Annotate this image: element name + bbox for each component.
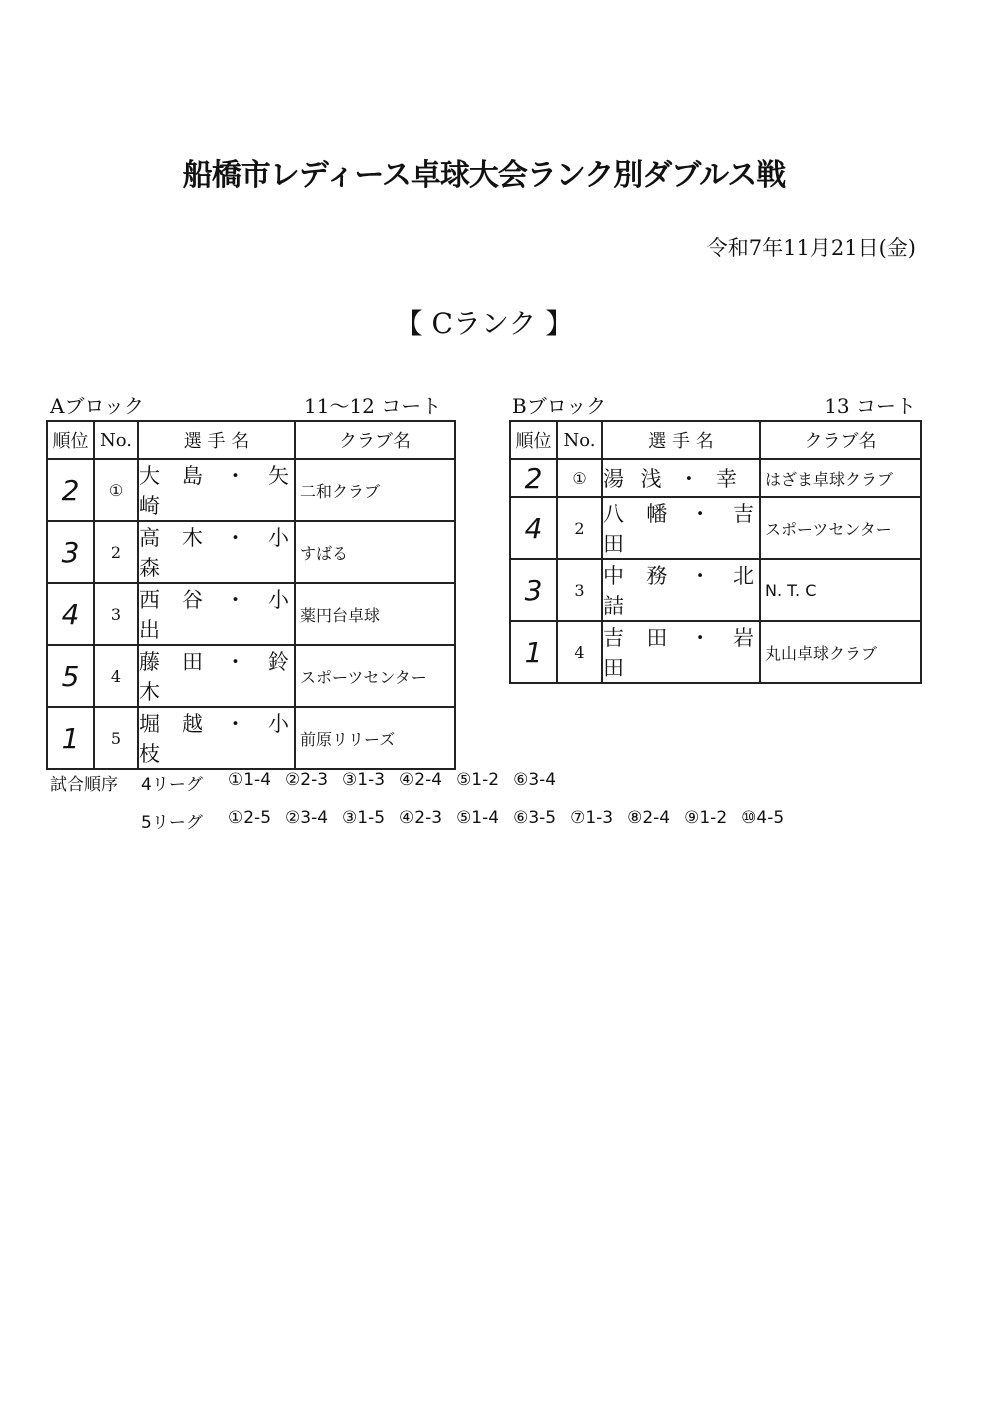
name-cell: 中 務 ・ 北 詰 bbox=[602, 559, 760, 621]
club-cell: 丸山卓球クラブ bbox=[760, 621, 921, 683]
rank-cell: 4 bbox=[510, 497, 557, 559]
rank-heading: 【 Cランク 】 bbox=[394, 307, 574, 340]
block-a-label: Aブロック bbox=[50, 394, 145, 418]
club-cell: スポーツセンター bbox=[295, 645, 455, 707]
table-row bbox=[510, 497, 921, 559]
block-a-court: 11～12 コート bbox=[304, 394, 442, 418]
match-item: ⑧2-4 bbox=[627, 808, 671, 828]
document-title: 船橋市レディース卓球大会ランク別ダブルス戦 bbox=[182, 158, 786, 193]
name-cell: 吉 田 ・ 岩 田 bbox=[602, 621, 760, 683]
table-row bbox=[47, 521, 455, 583]
no-cell: 3 bbox=[557, 559, 602, 621]
block-b-label: Bブロック bbox=[512, 394, 607, 418]
column-header: クラブ名 bbox=[295, 421, 455, 459]
match-item: ③1-5 bbox=[342, 808, 386, 828]
no-cell: 4 bbox=[94, 645, 138, 707]
league5-label: 5リーグ bbox=[141, 813, 203, 833]
match-item: ⑤1-2 bbox=[456, 770, 500, 790]
header-row bbox=[47, 421, 455, 459]
name-cell: 湯 浅 ・ 幸 bbox=[602, 459, 760, 497]
table-row bbox=[47, 707, 455, 769]
name-cell: 高 木 ・ 小 森 bbox=[138, 521, 295, 583]
table-row bbox=[47, 645, 455, 707]
club-cell: 二和クラブ bbox=[295, 459, 455, 521]
no-cell: 4 bbox=[557, 621, 602, 683]
no-cell: 3 bbox=[94, 583, 138, 645]
rank-cell: 3 bbox=[510, 559, 557, 621]
table-row bbox=[510, 621, 921, 683]
rank-cell: 2 bbox=[510, 459, 557, 497]
rank-cell: 2 bbox=[47, 459, 94, 521]
match-item: ⑤1-4 bbox=[456, 808, 500, 828]
table-row bbox=[510, 459, 921, 497]
event-date: 令和7年11月21日(金) bbox=[706, 236, 916, 260]
match-item: ⑩4-5 bbox=[741, 808, 785, 828]
column-header: No. bbox=[557, 421, 602, 459]
column-header: 順位 bbox=[510, 421, 557, 459]
club-cell: すばる bbox=[295, 521, 455, 583]
no-cell: 2 bbox=[94, 521, 138, 583]
league4-matches bbox=[228, 770, 570, 790]
league5-matches bbox=[228, 808, 798, 828]
match-item: ⑥3-4 bbox=[513, 770, 557, 790]
club-cell: 薬円台卓球 bbox=[295, 583, 455, 645]
rank-cell: 3 bbox=[47, 521, 94, 583]
match-item: ③1-3 bbox=[342, 770, 386, 790]
match-item: ①2-5 bbox=[228, 808, 272, 828]
table-row bbox=[510, 559, 921, 621]
no-cell: ① bbox=[94, 459, 138, 521]
match-item: ①1-4 bbox=[228, 770, 272, 790]
match-order-label: 試合順序 bbox=[50, 775, 118, 795]
rank-cell: 1 bbox=[510, 621, 557, 683]
name-cell: 八 幡 ・ 吉 田 bbox=[602, 497, 760, 559]
column-header: 選 手 名 bbox=[602, 421, 760, 459]
rank-cell: 4 bbox=[47, 583, 94, 645]
block-b-court: 13 コート bbox=[824, 394, 916, 418]
match-item: ②3-4 bbox=[285, 808, 329, 828]
club-cell: はざま卓球クラブ bbox=[760, 459, 921, 497]
name-cell: 西 谷 ・ 小 出 bbox=[138, 583, 295, 645]
no-cell: ① bbox=[557, 459, 602, 497]
match-item: ⑨1-2 bbox=[684, 808, 728, 828]
block-a-table bbox=[46, 420, 456, 770]
name-cell: 藤 田 ・ 鈴 木 bbox=[138, 645, 295, 707]
match-item: ②2-3 bbox=[285, 770, 329, 790]
block-b-table bbox=[509, 420, 922, 684]
rank-cell: 1 bbox=[47, 707, 94, 769]
name-cell: 堀 越 ・ 小 枝 bbox=[138, 707, 295, 769]
club-cell: N. T. C bbox=[760, 559, 921, 621]
no-cell: 2 bbox=[557, 497, 602, 559]
no-cell: 5 bbox=[94, 707, 138, 769]
match-item: ⑦1-3 bbox=[570, 808, 614, 828]
rank-cell: 5 bbox=[47, 645, 94, 707]
league4-label: 4リーグ bbox=[141, 775, 203, 795]
match-item: ④2-3 bbox=[399, 808, 443, 828]
name-cell: 大 島 ・ 矢 崎 bbox=[138, 459, 295, 521]
match-item: ⑥3-5 bbox=[513, 808, 557, 828]
header-row bbox=[510, 421, 921, 459]
club-cell: 前原リリーズ bbox=[295, 707, 455, 769]
table-row bbox=[47, 459, 455, 521]
column-header: 選 手 名 bbox=[138, 421, 295, 459]
column-header: クラブ名 bbox=[760, 421, 921, 459]
column-header: 順位 bbox=[47, 421, 94, 459]
match-item: ④2-4 bbox=[399, 770, 443, 790]
table-row bbox=[47, 583, 455, 645]
club-cell: スポーツセンター bbox=[760, 497, 921, 559]
column-header: No. bbox=[94, 421, 138, 459]
